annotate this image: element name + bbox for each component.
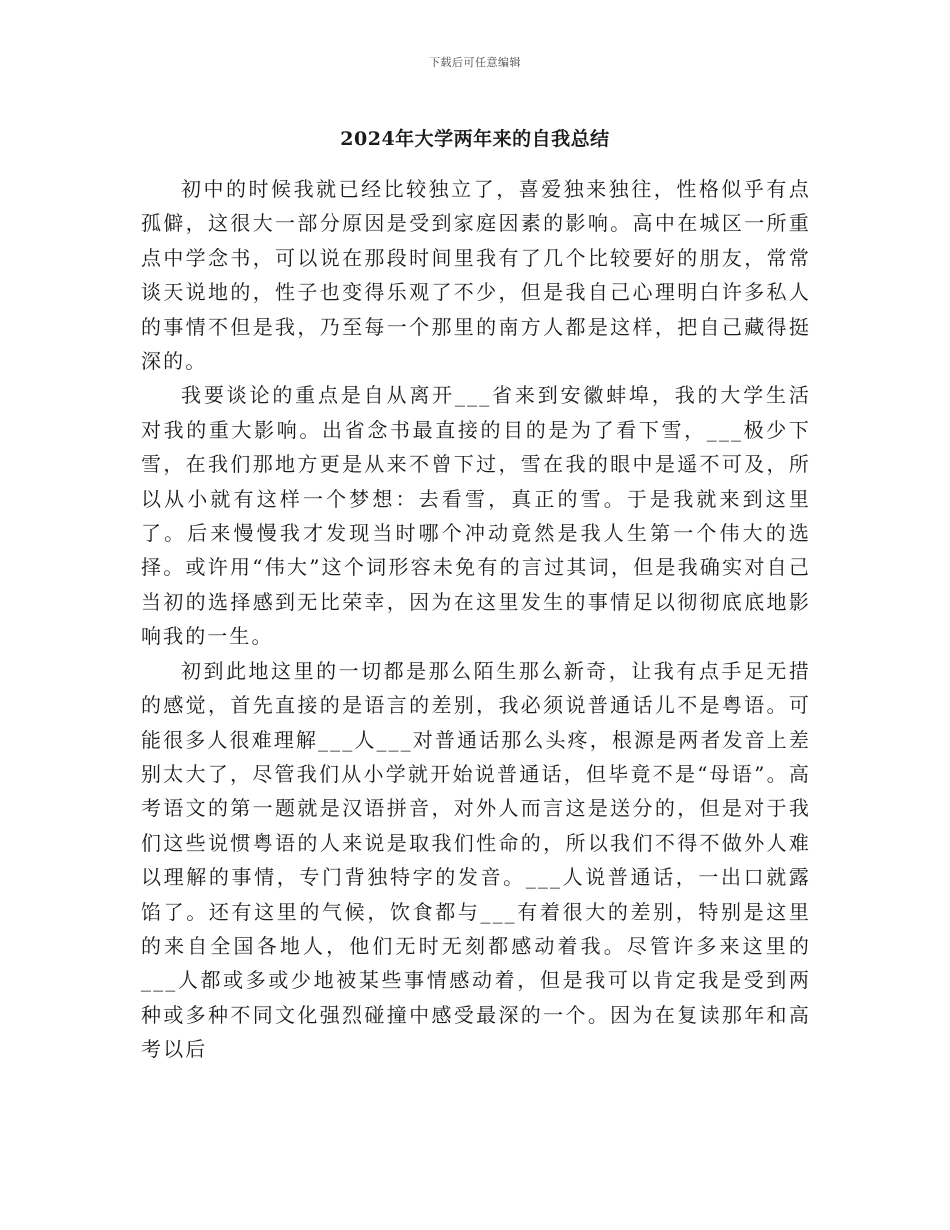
document-title: 2024年大学两年来的自我总结 [340,128,610,150]
paragraph-1: 初中的时候我就已经比较独立了，喜爱独来独往，性格似乎有点孤僻，这很大一部分原因是受到家庭因素的影响。高中在城区一所重点中学念书，可以说在那段时间里我有了几个比较要好的朋友，常常谈天说地的，性子也变得乐观了不少，但是我自己心理明白许多私人的事情不但是我，乃至每一个那里的南方人都是这样，把自己藏得挺深的。 [141,177,811,374]
page-header-note: 下载后可任意编辑 [429,56,521,69]
paragraph-3: 初到此地这里的一切都是那么陌生那么新奇，让我有点手足无措的感觉，首先直接的是语言的差别，我必须说普通话儿不是粤语。可能很多人很难理解___人___对普通话那么头疼，根源是两者发音上差别太大了，尽管我们从小学就开始说普通话，但毕竟不是“母语”。高考语文的第一题就是汉语拼音，对外人而言这是送分的，但是对于我们这些说惯粤语的人来说是取我们性命的，所以我们不得不做外人难以理解的事情，专门背独特字的发音。___人说普通话，一出口就露馅了。还有这里的气候，饮食都与___有着很大的差别，特别是这里的来自全国各地人，他们无时无刻都感动着我。尽管许多来这里的___人都或多或少地被某些事情感动着，但是我可以肯定我是受到两种或多种不同文化强烈碰撞中感受最深的一个。因为在复读那年和高考以后 [141,658,811,1062]
paragraph-2: 我要谈论的重点是自从离开___省来到安徽蚌埠，我的大学生活对我的重大影响。出省念书最直接的目的是为了看下雪，___极少下雪，在我们那地方更是从来不曾下过，雪在我的眼中是遥不可及，所以从小就有这样一个梦想：去看雪，真正的雪。于是我就来到这里了。后来慢慢我才发现当时哪个冲动竟然是我人生第一个伟大的选择。或许用“伟大”这个词形容未免有的言过其词，但是我确实对自己当初的选择感到无比荣幸，因为在这里发生的事情足以彻彻底底地影响我的一生。 [141,383,811,649]
document-body [141,172,811,1067]
